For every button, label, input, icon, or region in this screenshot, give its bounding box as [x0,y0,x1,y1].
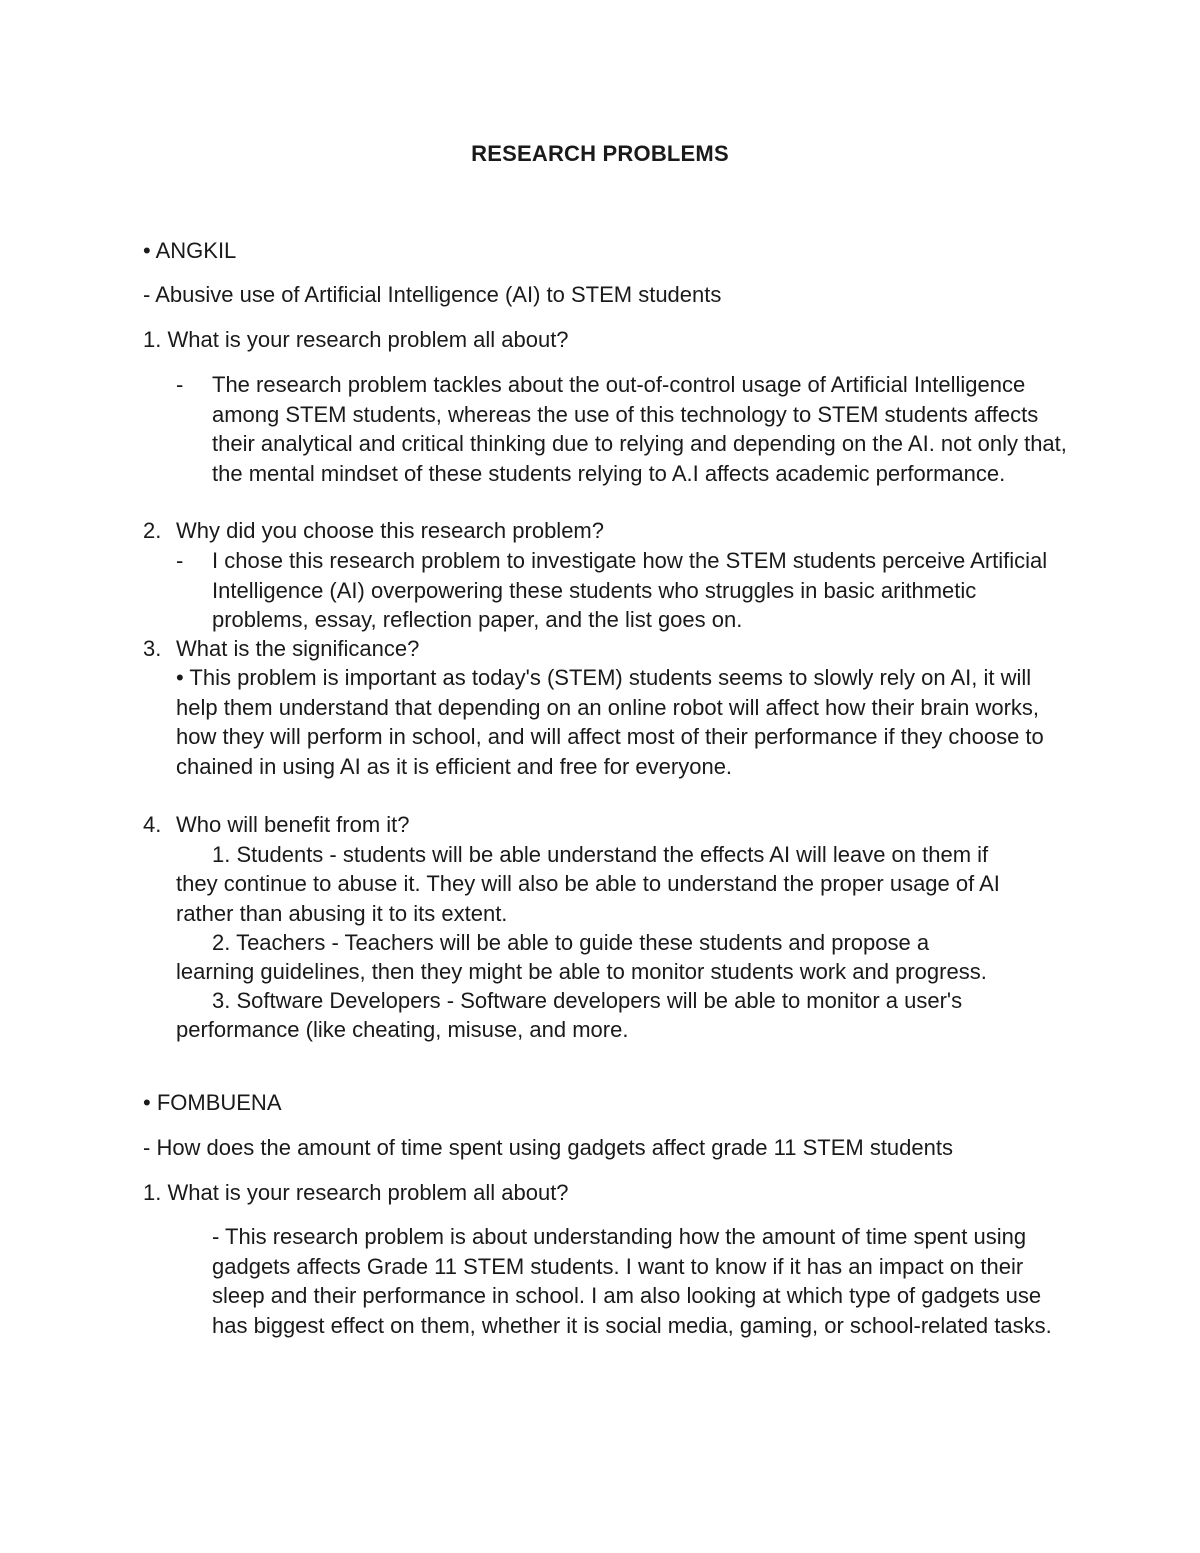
question-2-number: 2. [143,518,162,543]
beneficiary-students-first-line: 1. Students - students will be able understand the effects AI will leave on them if [212,842,989,867]
question-1-angkil: 1. What is your research problem all about? [143,327,569,352]
answer-2-angkil: I chose this research problem to investigate how the STEM students perceive Artificial Intelligence (AI) overpowering these students who struggles in basic arithmetic problems, essay, reflection paper, and the list goes on. [212,548,1048,632]
question-2-angkil: Why did you choose this research problem? [176,518,604,543]
section-topic-angkil: - Abusive use of Artificial Intelligence (AI) to STEM students [143,282,722,307]
beneficiary-teachers-first-line: 2. Teachers - Teachers will be able to guide these students and propose a [212,930,930,955]
question-4-number: 4. [143,812,162,837]
section-name-angkil: • ANGKIL [143,238,237,263]
beneficiary-developers-rest: performance (like cheating, misuse, and more. [176,1017,629,1042]
question-1-fombuena: 1. What is your research problem all about? [143,1180,569,1205]
question-4-angkil: Who will benefit from it? [176,812,410,837]
beneficiary-students-rest: they continue to abuse it. They will also be able to understand the proper usage of AI rather than abusing it to its extent. [176,871,1000,926]
beneficiary-developers-first-line: 3. Software Developers - Software developers will be able to monitor a user's [212,988,963,1013]
section-name-fombuena: • FOMBUENA [143,1090,282,1115]
answer-1-angkil: The research problem tackles about the out-of-control usage of Artificial Intelligence among STEM students, whereas the use of this technology to STEM students affects their analytical and critical thinking due to relying and depending on the AI. not only that, the mental mindset of these students relying to A.I affects academic performance. [212,372,1067,486]
question-3-number: 3. [143,636,162,661]
answer-1-fombuena: - This research problem is about understanding how the amount of time spent using gadgets affects Grade 11 STEM students. I want to know if it has an impact on their sleep and their performance in school. I am also looking at which type of gadgets use has biggest effect on them, whether it is social media, gaming, or school-related tasks. [212,1224,1052,1338]
beneficiary-teachers-rest: learning guidelines, then they might be able to monitor students work and progress. [176,959,987,984]
section-topic-fombuena: - How does the amount of time spent using gadgets affect grade 11 STEM students [143,1135,953,1160]
page-title: RESEARCH PROBLEMS [471,141,729,166]
question-3-angkil: What is the significance? [176,636,420,661]
answer-2-dash: - [176,548,184,573]
answer-3-angkil: • This problem is important as today's (STEM) students seems to slowly rely on AI, it will help them understand that depending on an online robot will affect how their brain works, how they will perform in school, and will affect most of their performance if they choose to chained in using AI as it is efficient and free for everyone. [176,665,1044,779]
answer-1-dash: - [176,372,184,397]
